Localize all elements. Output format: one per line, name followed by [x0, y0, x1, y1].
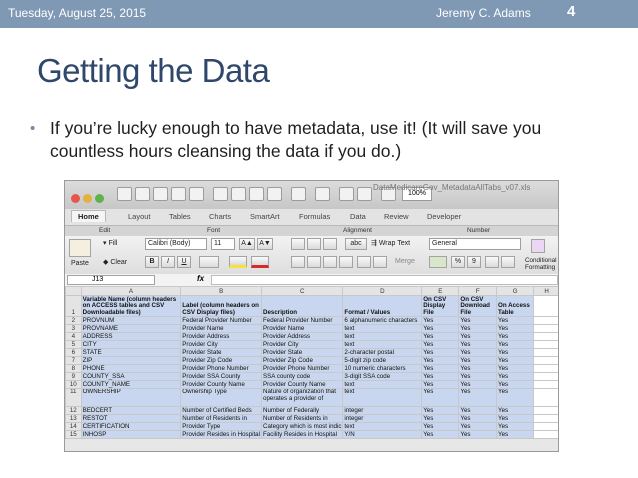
table-cell[interactable]: Yes: [422, 431, 459, 439]
table-cell[interactable]: Yes: [459, 407, 497, 415]
table-cell[interactable]: [534, 349, 559, 357]
header-cell[interactable]: On CSV Display File: [422, 296, 459, 317]
clear-label: Clear: [110, 259, 128, 266]
align-right-icon[interactable]: [323, 256, 337, 268]
table-cell[interactable]: COUNTY_SSA: [81, 373, 181, 381]
bullet-text: If you’re lucky enough to have metadata, use it! (It will save you countless hours cleansing the data if you do.): [50, 118, 542, 161]
table-cell[interactable]: Facility Resides in Hospital: [262, 431, 343, 439]
table-row: [66, 349, 560, 357]
new-doc-icon[interactable]: [117, 187, 132, 201]
table-cell[interactable]: Yes: [459, 341, 497, 349]
table-row: [66, 373, 560, 381]
select-all-corner[interactable]: [66, 287, 82, 296]
column-header-h[interactable]: H: [534, 287, 559, 296]
header-row: [66, 296, 560, 317]
table-row: [66, 341, 560, 349]
table-cell[interactable]: Yes: [497, 423, 534, 431]
paste-icon[interactable]: [249, 187, 264, 201]
column-header-d[interactable]: D: [343, 287, 422, 296]
table-cell[interactable]: Yes: [497, 389, 534, 407]
table-cell[interactable]: Provider County Name: [181, 381, 262, 389]
table-cell[interactable]: OWNERSHIP: [81, 389, 181, 407]
slide-author: Jeremy C. Adams: [436, 6, 531, 20]
table-cell[interactable]: Yes: [459, 357, 497, 365]
table-cell[interactable]: CERTIFICATION: [81, 423, 181, 431]
row-header[interactable]: 11: [66, 389, 82, 407]
column-header-f[interactable]: F: [459, 287, 497, 296]
slide-header-bar: [0, 0, 638, 28]
table-row: [66, 333, 560, 341]
percent-style-button[interactable]: %: [451, 256, 465, 268]
table-cell[interactable]: Y/N: [343, 431, 422, 439]
spreadsheet-grid[interactable]: [65, 286, 559, 439]
header-cell[interactable]: [534, 296, 559, 317]
table-cell[interactable]: integer: [343, 415, 422, 423]
table-cell[interactable]: Yes: [497, 431, 534, 439]
table-cell[interactable]: Yes: [459, 365, 497, 373]
group-number: Number: [467, 227, 491, 234]
tab-layout[interactable]: Layout: [128, 212, 151, 221]
table-cell[interactable]: Yes: [497, 317, 534, 325]
table-body: [66, 317, 560, 439]
table-cell[interactable]: Yes: [422, 349, 459, 357]
table-cell[interactable]: Yes: [459, 415, 497, 423]
table-cell[interactable]: [534, 415, 559, 423]
conditional-formatting-button[interactable]: Conditional Formatting: [525, 257, 557, 271]
ribbon-home: [65, 236, 559, 275]
table-cell[interactable]: Provider Address: [181, 333, 262, 341]
borders-icon[interactable]: [199, 256, 219, 268]
number-format-select[interactable]: General: [429, 238, 521, 250]
print-icon[interactable]: [189, 187, 204, 201]
table-cell[interactable]: Yes: [422, 381, 459, 389]
table-cell[interactable]: [534, 381, 559, 389]
row-header[interactable]: 9: [66, 373, 82, 381]
table-cell[interactable]: Yes: [497, 381, 534, 389]
table-cell[interactable]: Yes: [422, 407, 459, 415]
table-cell[interactable]: [534, 423, 559, 431]
orientation-button[interactable]: abc: [345, 238, 367, 250]
merge-button[interactable]: Merge: [395, 258, 415, 265]
table-cell[interactable]: Yes: [497, 325, 534, 333]
table-cell[interactable]: [534, 341, 559, 349]
table-cell[interactable]: Provider City: [181, 341, 262, 349]
table-cell[interactable]: PROVNUM: [81, 317, 181, 325]
table-cell[interactable]: Yes: [459, 389, 497, 407]
bold-button[interactable]: B: [145, 256, 159, 268]
table-row: [66, 389, 560, 407]
comma-style-button[interactable]: 9: [467, 256, 481, 268]
excel-screenshot: [64, 180, 559, 452]
table-cell[interactable]: [534, 317, 559, 325]
table-cell[interactable]: Nature of organization that operates a provider of: [262, 389, 343, 407]
table-cell[interactable]: [534, 431, 559, 439]
table-cell[interactable]: Yes: [459, 423, 497, 431]
minimize-window-icon[interactable]: [83, 194, 92, 203]
table-row: [66, 423, 560, 431]
row-header[interactable]: 2: [66, 317, 82, 325]
align-top-icon[interactable]: [291, 238, 305, 250]
table-cell[interactable]: Yes: [459, 325, 497, 333]
table-cell[interactable]: [534, 365, 559, 373]
table-cell[interactable]: Number of Federally: [262, 407, 343, 415]
tab-home[interactable]: Home: [71, 210, 106, 222]
table-cell[interactable]: [534, 407, 559, 415]
slide-bullet: [30, 117, 590, 163]
table-row: [66, 325, 560, 333]
column-header-c[interactable]: C: [262, 287, 343, 296]
decrease-decimal-icon[interactable]: [501, 256, 515, 268]
font-size-select[interactable]: 11: [211, 238, 235, 250]
table-cell[interactable]: Provider Zip Code: [181, 357, 262, 365]
table-cell[interactable]: Provider Phone Number: [181, 365, 262, 373]
table-cell[interactable]: Number of Residents in: [181, 415, 262, 423]
table-cell[interactable]: Federal Provider Number: [262, 317, 343, 325]
justify-icon[interactable]: [339, 256, 353, 268]
align-bottom-icon[interactable]: [323, 238, 337, 250]
row-header[interactable]: 10: [66, 381, 82, 389]
tab-formulas[interactable]: Formulas: [299, 212, 331, 221]
header-cell[interactable]: Description: [262, 296, 343, 317]
align-left-icon[interactable]: [291, 256, 305, 268]
table-cell[interactable]: [534, 333, 559, 341]
indent-decrease-icon[interactable]: [357, 256, 371, 268]
table-cell[interactable]: text: [343, 423, 422, 431]
header-cell[interactable]: Variable Name (column headers on ACCESS tables and CSV Downloadable files): [81, 296, 181, 317]
table-cell[interactable]: text: [343, 333, 422, 341]
slide-date: Tuesday, August 25, 2015: [8, 6, 147, 20]
conditional-formatting-icon[interactable]: [531, 239, 545, 253]
currency-format-icon[interactable]: [429, 256, 447, 268]
table-cell[interactable]: Ownership Type: [181, 389, 262, 407]
table-cell[interactable]: Yes: [422, 415, 459, 423]
excel-filename: DataMedicareGov_MetadataAllTabs_v07.xls: [373, 183, 531, 192]
paste-clipboard-icon[interactable]: [69, 239, 91, 257]
table-cell[interactable]: ADDRESS: [81, 333, 181, 341]
table-cell[interactable]: Provider City: [262, 341, 343, 349]
table-cell[interactable]: integer: [343, 407, 422, 415]
name-box[interactable]: J13: [67, 275, 155, 285]
table-cell[interactable]: Yes: [459, 373, 497, 381]
row-header[interactable]: 8: [66, 365, 82, 373]
indent-increase-icon[interactable]: [373, 256, 387, 268]
table-cell[interactable]: Yes: [422, 317, 459, 325]
table-cell[interactable]: SSA county code: [262, 373, 343, 381]
table-cell[interactable]: Provider Name: [181, 325, 262, 333]
row-header[interactable]: 6: [66, 349, 82, 357]
table-cell[interactable]: text: [343, 325, 422, 333]
table-cell[interactable]: 10 numeric characters: [343, 365, 422, 373]
table-cell[interactable]: Yes: [459, 381, 497, 389]
font-color-icon[interactable]: [251, 256, 269, 268]
clear-button[interactable]: ◆ Clear: [103, 259, 128, 266]
table-cell[interactable]: ZIP: [81, 357, 181, 365]
close-window-icon[interactable]: [71, 194, 80, 203]
paste-button[interactable]: Paste: [71, 260, 89, 267]
copy-icon[interactable]: [231, 187, 246, 201]
align-middle-icon[interactable]: [307, 238, 321, 250]
table-cell[interactable]: Number of Certified Beds: [181, 407, 262, 415]
table-row: [66, 415, 560, 423]
align-center-icon[interactable]: [307, 256, 321, 268]
table-cell[interactable]: Federal Provider Number: [181, 317, 262, 325]
bullet-marker: •: [30, 120, 36, 137]
wrap-text-button[interactable]: ⇶ Wrap Text: [371, 240, 411, 247]
table-cell[interactable]: 3-digit SSA code: [343, 373, 422, 381]
wrap-text-label: Wrap Text: [378, 240, 411, 247]
table-cell[interactable]: Yes: [422, 389, 459, 407]
group-alignment: Alignment: [343, 227, 372, 234]
table-cell[interactable]: Yes: [497, 415, 534, 423]
formula-input[interactable]: [211, 275, 558, 285]
underline-button[interactable]: U: [177, 256, 191, 268]
fill-label: Fill: [108, 240, 118, 247]
zoom-select[interactable]: 100%: [402, 187, 432, 201]
table-cell[interactable]: Yes: [459, 333, 497, 341]
row-header[interactable]: 5: [66, 341, 82, 349]
slide-page-number: 4: [567, 3, 576, 20]
column-header-b[interactable]: B: [181, 287, 262, 296]
table-cell[interactable]: Yes: [497, 349, 534, 357]
autosum-icon[interactable]: [339, 187, 354, 201]
table-row: [66, 317, 560, 325]
table-cell[interactable]: PHONE: [81, 365, 181, 373]
format-painter-icon[interactable]: [267, 187, 282, 201]
ribbon-group-headers: [65, 226, 559, 236]
tab-review[interactable]: Review: [384, 212, 409, 221]
table-cell[interactable]: Yes: [422, 423, 459, 431]
table-cell[interactable]: Yes: [422, 333, 459, 341]
table-row: [66, 357, 560, 365]
column-header-e[interactable]: E: [422, 287, 459, 296]
italic-button[interactable]: I: [161, 256, 175, 268]
templates-icon[interactable]: [135, 187, 150, 201]
table-cell[interactable]: Yes: [497, 407, 534, 415]
sort-icon[interactable]: [357, 187, 372, 201]
fill-color-icon[interactable]: [229, 256, 247, 268]
table-cell[interactable]: Yes: [497, 357, 534, 365]
table-cell[interactable]: Yes: [459, 317, 497, 325]
table-row: [66, 407, 560, 415]
shrink-font-button[interactable]: A▼: [257, 238, 273, 250]
table-cell[interactable]: Provider State: [262, 349, 343, 357]
table-cell[interactable]: Number of Residents in: [262, 415, 343, 423]
table-cell[interactable]: Yes: [422, 365, 459, 373]
table-cell[interactable]: Provider Phone Number: [262, 365, 343, 373]
column-header-g[interactable]: G: [497, 287, 534, 296]
group-font: Font: [207, 227, 221, 234]
table-cell[interactable]: 6 alphanumeric characters: [343, 317, 422, 325]
table-cell[interactable]: text: [343, 389, 422, 407]
table-cell[interactable]: [534, 389, 559, 407]
table-cell[interactable]: text: [343, 381, 422, 389]
undo-icon[interactable]: [291, 187, 306, 201]
table-cell[interactable]: Provider State: [181, 349, 262, 357]
header-cell[interactable]: On Access Table: [497, 296, 534, 317]
slide-title: Getting the Data: [37, 52, 270, 89]
table-cell[interactable]: Yes: [459, 431, 497, 439]
header-cell[interactable]: Label (column headers on CSV Display files): [181, 296, 262, 317]
table-cell[interactable]: Provider SSA County: [181, 373, 262, 381]
header-cell[interactable]: On CSV Download File: [459, 296, 497, 317]
excel-titlebar: [65, 181, 559, 210]
table-cell[interactable]: RESTOT: [81, 415, 181, 423]
table-cell[interactable]: CITY: [81, 341, 181, 349]
table-cell[interactable]: INHOSP: [81, 431, 181, 439]
table-cell[interactable]: COUNTY_NAME: [81, 381, 181, 389]
open-icon[interactable]: [153, 187, 168, 201]
table-cell[interactable]: Yes: [422, 341, 459, 349]
table-cell[interactable]: PROVNAME: [81, 325, 181, 333]
table-cell[interactable]: Yes: [422, 325, 459, 333]
tab-charts[interactable]: Charts: [209, 212, 232, 221]
table-cell[interactable]: Yes: [422, 357, 459, 365]
table-cell[interactable]: Provider County Name: [262, 381, 343, 389]
table-cell[interactable]: text: [343, 341, 422, 349]
table-cell[interactable]: [534, 325, 559, 333]
tab-developer[interactable]: Developer: [427, 212, 462, 221]
table-cell[interactable]: Provider Address: [262, 333, 343, 341]
table-cell[interactable]: Provider Name: [262, 325, 343, 333]
row-header[interactable]: 1: [66, 296, 82, 317]
table-cell[interactable]: BEDCERT: [81, 407, 181, 415]
redo-icon[interactable]: [315, 187, 330, 201]
table-cell[interactable]: Yes: [497, 341, 534, 349]
zoom-window-icon[interactable]: [95, 194, 104, 203]
table-cell[interactable]: Category which is most indic: [263, 423, 342, 430]
table-cell[interactable]: Yes: [497, 333, 534, 341]
tab-tables[interactable]: Tables: [169, 212, 191, 221]
save-icon[interactable]: [171, 187, 186, 201]
column-header-row: [66, 287, 560, 296]
table-cell[interactable]: Provider Resides in Hospital: [182, 431, 261, 438]
table-cell[interactable]: Yes: [497, 365, 534, 373]
table-cell[interactable]: STATE: [81, 349, 181, 357]
tab-smartart[interactable]: SmartArt: [250, 212, 280, 221]
increase-decimal-icon[interactable]: [485, 256, 499, 268]
header-cell[interactable]: Format / Values: [343, 296, 422, 317]
table-cell[interactable]: Provider Type: [181, 423, 262, 431]
fill-button[interactable]: ▾ Fill: [103, 240, 118, 247]
row-header[interactable]: 7: [66, 357, 82, 365]
row-header[interactable]: 3: [66, 325, 82, 333]
tab-data[interactable]: Data: [350, 212, 366, 221]
table-cell[interactable]: Provider Zip Code: [262, 357, 343, 365]
group-edit: Edit: [99, 227, 111, 234]
row-header[interactable]: 14: [66, 423, 82, 431]
spreadsheet-table: [65, 286, 559, 439]
table-cell[interactable]: Yes: [459, 349, 497, 357]
grow-font-button[interactable]: A▲: [239, 238, 255, 250]
column-header-a[interactable]: A: [81, 287, 181, 296]
row-header[interactable]: 13: [66, 415, 82, 423]
font-name-select[interactable]: Calibri (Body): [145, 238, 207, 250]
table-cell[interactable]: [534, 357, 559, 365]
table-cell[interactable]: Yes: [497, 373, 534, 381]
table-cell[interactable]: 5-digit zip code: [343, 357, 422, 365]
row-header[interactable]: 4: [66, 333, 82, 341]
table-cell[interactable]: 2-character postal: [343, 349, 422, 357]
row-header[interactable]: 12: [66, 407, 82, 415]
table-cell[interactable]: Yes: [422, 373, 459, 381]
cut-icon[interactable]: [213, 187, 228, 201]
table-cell[interactable]: [534, 373, 559, 381]
table-row: [66, 431, 560, 439]
window-controls[interactable]: [71, 190, 107, 208]
ribbon-tabs: [65, 209, 559, 226]
table-row: [66, 365, 560, 373]
table-row: [66, 381, 560, 389]
fx-icon[interactable]: fx: [197, 274, 205, 283]
row-header[interactable]: 15: [66, 431, 82, 439]
